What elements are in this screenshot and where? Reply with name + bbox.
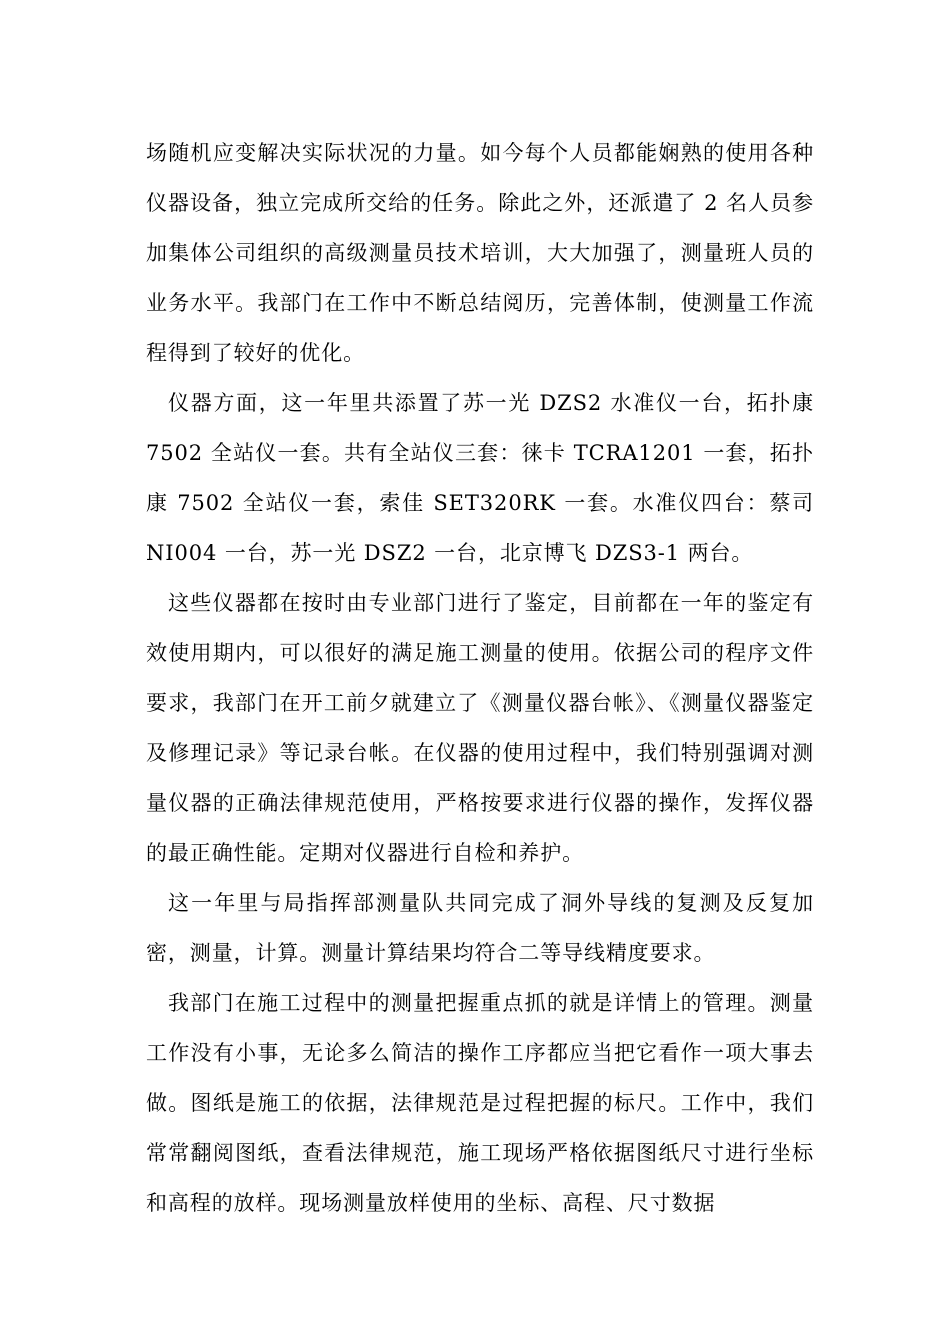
paragraph-3: 这些仪器都在按时由专业部门进行了鉴定，目前都在一年的鉴定有效使用期内，可以很好的满足施工测量的使用。依据公司的程序文件要求，我部门在开工前夕就建立了《测量仪器台帐》、《测量仪器鉴定及修理记录》等记录台帐。在仪器的使用过程中，我们特别强调对测量仪器的正确法律规范使用，严格按要求进行仪器的操作，发挥仪器的最正确性能。定期对仪器进行自检和养护。 <box>146 591 814 865</box>
document-body <box>146 128 814 1228</box>
paragraph-2: 仪器方面，这一年里共添置了苏一光 DZS2 水准仪一台，拓扑康 7502 全站仪一套。共有全站仪三套：徕卡 TCRA1201 一套，拓扑康 7502 全站仪一套，索佳 SET320RK 一套。水准仪四台：蔡司 NI004 一台，苏一光 DSZ2 一台，北京博飞 DZS3-1 两台。 <box>146 391 814 565</box>
paragraph-5: 我部门在施工过程中的测量把握重点抓的就是详情上的管理。测量工作没有小事，无论多么简洁的操作工序都应当把它看作一项大事去做。图纸是施工的依据，法律规范是过程把握的标尺。工作中，我们常常翻阅图纸，查看法律规范，施工现场严格依据图纸尺寸进行坐标和高程的放样。现场测量放样使用的坐标、高程、尺寸数据 <box>146 991 814 1215</box>
paragraph-4: 这一年里与局指挥部测量队共同完成了洞外导线的复测及反复加密，测量，计算。测量计算结果均符合二等导线精度要求。 <box>146 891 814 965</box>
paragraph-1: 场随机应变解决实际状况的力量。如今每个人员都能娴熟的使用各种仪器设备，独立完成所交给的任务。除此之外，还派遣了 2 名人员参加集体公司组织的高级测量员技术培训，大大加强了，测量班人员的业务水平。我部门在工作中不断总结阅历，完善体制，使测量工作流程得到了较好的优化。 <box>146 141 814 365</box>
